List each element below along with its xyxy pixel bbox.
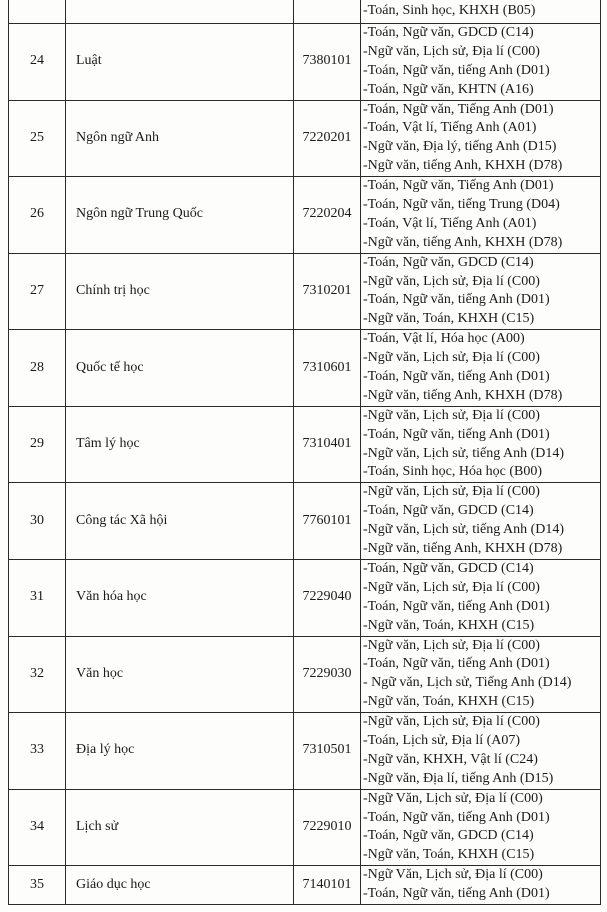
combination-line: -Ngữ văn, Lịch sử, Địa lí (C00) [363, 714, 540, 730]
combination-line: -Toán, Ngữ văn, tiếng Anh (D01) [363, 369, 550, 385]
combinations-cell [361, 559, 601, 636]
major-code-cell: 7220201 [294, 100, 361, 177]
combination-line: -Ngữ văn, Toán, KHXH (C15) [363, 617, 535, 633]
table-row [9, 713, 601, 790]
major-code-cell: 7229040 [294, 559, 361, 636]
combinations-cell [361, 866, 601, 905]
combinations-cell [361, 713, 601, 790]
combination-line: -Ngữ Văn, Lịch sử, Địa lí (C00) [363, 790, 543, 806]
major-name-cell: Công tác Xã hội [66, 483, 294, 560]
combination-line: - Ngữ văn, Lịch sử, Tiếng Anh (D14) [363, 675, 572, 691]
combination-line: -Ngữ văn, Lịch sử, Địa lí (C00) [363, 407, 540, 423]
major-code-cell: 7310201 [294, 253, 361, 330]
combinations-cell [361, 177, 601, 254]
stt-cell: 30 [9, 483, 66, 560]
major-code-cell: 7380101 [294, 24, 361, 101]
combination-line: -Toán, Ngữ văn, tiếng Anh (D01) [363, 426, 550, 442]
table-row [9, 406, 601, 483]
stt-cell [9, 0, 66, 24]
table-row [9, 177, 601, 254]
stt-cell: 34 [9, 789, 66, 866]
stt-cell: 32 [9, 636, 66, 713]
combination-line: -Toán, Ngữ văn, tiếng Anh (D01) [363, 62, 550, 78]
combination-line: -Ngữ văn, Toán, KHXH (C15) [363, 847, 535, 863]
major-code-cell: 7140101 [294, 866, 361, 905]
major-name-cell: Ngôn ngữ Anh [66, 100, 294, 177]
major-code-cell: 7229010 [294, 789, 361, 866]
major-code-cell: 7310501 [294, 713, 361, 790]
code-cell [294, 0, 361, 24]
major-name-cell: Lịch sử [66, 789, 294, 866]
combination-line: -Ngữ văn, tiếng Anh, KHXH (D78) [363, 541, 563, 557]
major-code-cell: 7310401 [294, 406, 361, 483]
combination-line: -Ngữ Văn, Lịch sử, Địa lí (C00) [363, 867, 543, 883]
stt-cell: 35 [9, 866, 66, 905]
combination-line: -Toán, Vật lí, Tiếng Anh (A01) [363, 215, 537, 231]
table-row [9, 559, 601, 636]
combinations-cell [361, 483, 601, 560]
stt-cell: 29 [9, 406, 66, 483]
combination-line: -Toán, Ngữ văn, tiếng Anh (D01) [363, 292, 550, 308]
major-name-cell: Luật [66, 24, 294, 101]
combination-line: -Ngữ văn, Lịch sử, Địa lí (C00) [363, 273, 540, 289]
combinations-cell [361, 24, 601, 101]
major-code-cell: 7760101 [294, 483, 361, 560]
major-name-cell: Văn hóa học [66, 559, 294, 636]
combination-line: -Ngữ văn, Địa lí, tiếng Anh (D15) [363, 770, 554, 786]
table-row [9, 483, 601, 560]
combination-line: -Toán, Lịch sử, Địa lí (A07) [363, 732, 521, 748]
combinations-cell [361, 636, 601, 713]
combination-line: -Toán, Vật lí, Tiếng Anh (A01) [363, 120, 537, 136]
combination-line: -Toán, Ngữ văn, Tiếng Anh (D01) [363, 178, 554, 194]
combinations-cell [361, 100, 601, 177]
major-name-cell: Tâm lý học [66, 406, 294, 483]
combinations-cell [361, 789, 601, 866]
combination-line: -Ngữ văn, KHXH, Vật lí (C24) [363, 751, 538, 767]
combination-line: -Ngữ văn, tiếng Anh, KHXH (D78) [363, 234, 563, 250]
combination-line: -Ngữ văn, Địa lý, tiếng Anh (D15) [363, 139, 557, 155]
table-row [9, 636, 601, 713]
combination-line: -Toán, Ngữ văn, Tiếng Anh (D01) [363, 101, 554, 117]
combination-line: -Ngữ văn, Lịch sử, tiếng Anh (D14) [363, 445, 565, 461]
major-name-cell: Địa lý học [66, 713, 294, 790]
combination-line: -Toán, Vật lí, Hóa học (A00) [363, 331, 525, 347]
major-code-cell: 7229030 [294, 636, 361, 713]
combination-line: -Ngữ văn, Lịch sử, Địa lí (C00) [363, 579, 540, 595]
combination-line: -Ngữ văn, tiếng Anh, KHXH (D78) [363, 158, 563, 174]
major-name-cell: Văn học [66, 636, 294, 713]
major-name-cell: Ngôn ngữ Trung Quốc [66, 177, 294, 254]
table-row [9, 330, 601, 407]
major-name-cell: Chính trị học [66, 253, 294, 330]
combination-line: -Ngữ văn, Lịch sử, tiếng Anh (D14) [363, 522, 565, 538]
combination-line: -Ngữ văn, Lịch sử, Địa lí (C00) [363, 637, 540, 653]
table-row [9, 866, 601, 905]
major-name-cell: Quốc tế học [66, 330, 294, 407]
admission-table [8, 0, 601, 905]
stt-cell: 27 [9, 253, 66, 330]
combination-line: -Ngữ văn, Lịch sử, Địa lí (C00) [363, 484, 540, 500]
combinations-cell [361, 330, 601, 407]
combination-line: -Toán, Ngữ văn, tiếng Trung (D04) [363, 197, 560, 213]
combination-line: -Toán, Ngữ văn, tiếng Anh (D01) [363, 886, 550, 902]
table-row [9, 789, 601, 866]
major-code-cell: 7310601 [294, 330, 361, 407]
combination-line: -Ngữ văn, tiếng Anh, KHXH (D78) [363, 387, 563, 403]
combination-line: -Ngữ văn, Toán, KHXH (C15) [363, 694, 535, 710]
table-row [9, 253, 601, 330]
stt-cell: 25 [9, 100, 66, 177]
combinations-cell [361, 0, 601, 24]
combination-line: -Toán, Ngữ văn, GDCD (C14) [363, 25, 534, 40]
combinations-cell [361, 253, 601, 330]
major-code-cell: 7220204 [294, 177, 361, 254]
combination-line: -Toán, Sinh học, KHXH (B05) [363, 2, 536, 18]
stt-cell: 24 [9, 24, 66, 101]
combination-line: -Toán, Ngữ văn, GDCD (C14) [363, 560, 534, 576]
combination-line: -Ngữ văn, Lịch sử, Địa lí (C00) [363, 350, 540, 366]
combination-line: -Ngữ văn, Toán, KHXH (C15) [363, 311, 535, 327]
table-row [9, 100, 601, 177]
combinations-cell [361, 406, 601, 483]
major-cell [66, 0, 294, 24]
combination-line: -Toán, Sinh học, Hóa học (B00) [363, 464, 543, 480]
combination-line: -Toán, Ngữ văn, tiếng Anh (D01) [363, 598, 550, 614]
table-row [9, 24, 601, 101]
combination-line: -Toán, Ngữ văn, GDCD (C14) [363, 254, 534, 270]
stt-cell: 28 [9, 330, 66, 407]
stt-cell: 26 [9, 177, 66, 254]
combination-line: -Toán, Ngữ văn, tiếng Anh (D01) [363, 656, 550, 672]
stt-cell: 33 [9, 713, 66, 790]
combination-line: -Ngữ văn, Lịch sử, Địa lí (C00) [363, 43, 540, 59]
combination-line: -Toán, Ngữ văn, tiếng Anh (D01) [363, 809, 550, 825]
major-name-cell: Giáo dục học [66, 866, 294, 905]
combination-line: -Toán, Ngữ văn, KHTN (A16) [363, 81, 534, 97]
table-body [9, 0, 601, 904]
table-row-partial [9, 0, 601, 24]
combination-line: -Toán, Ngữ văn, GDCD (C14) [363, 828, 534, 844]
stt-cell: 31 [9, 559, 66, 636]
combination-line: -Toán, Ngữ văn, GDCD (C14) [363, 503, 534, 519]
